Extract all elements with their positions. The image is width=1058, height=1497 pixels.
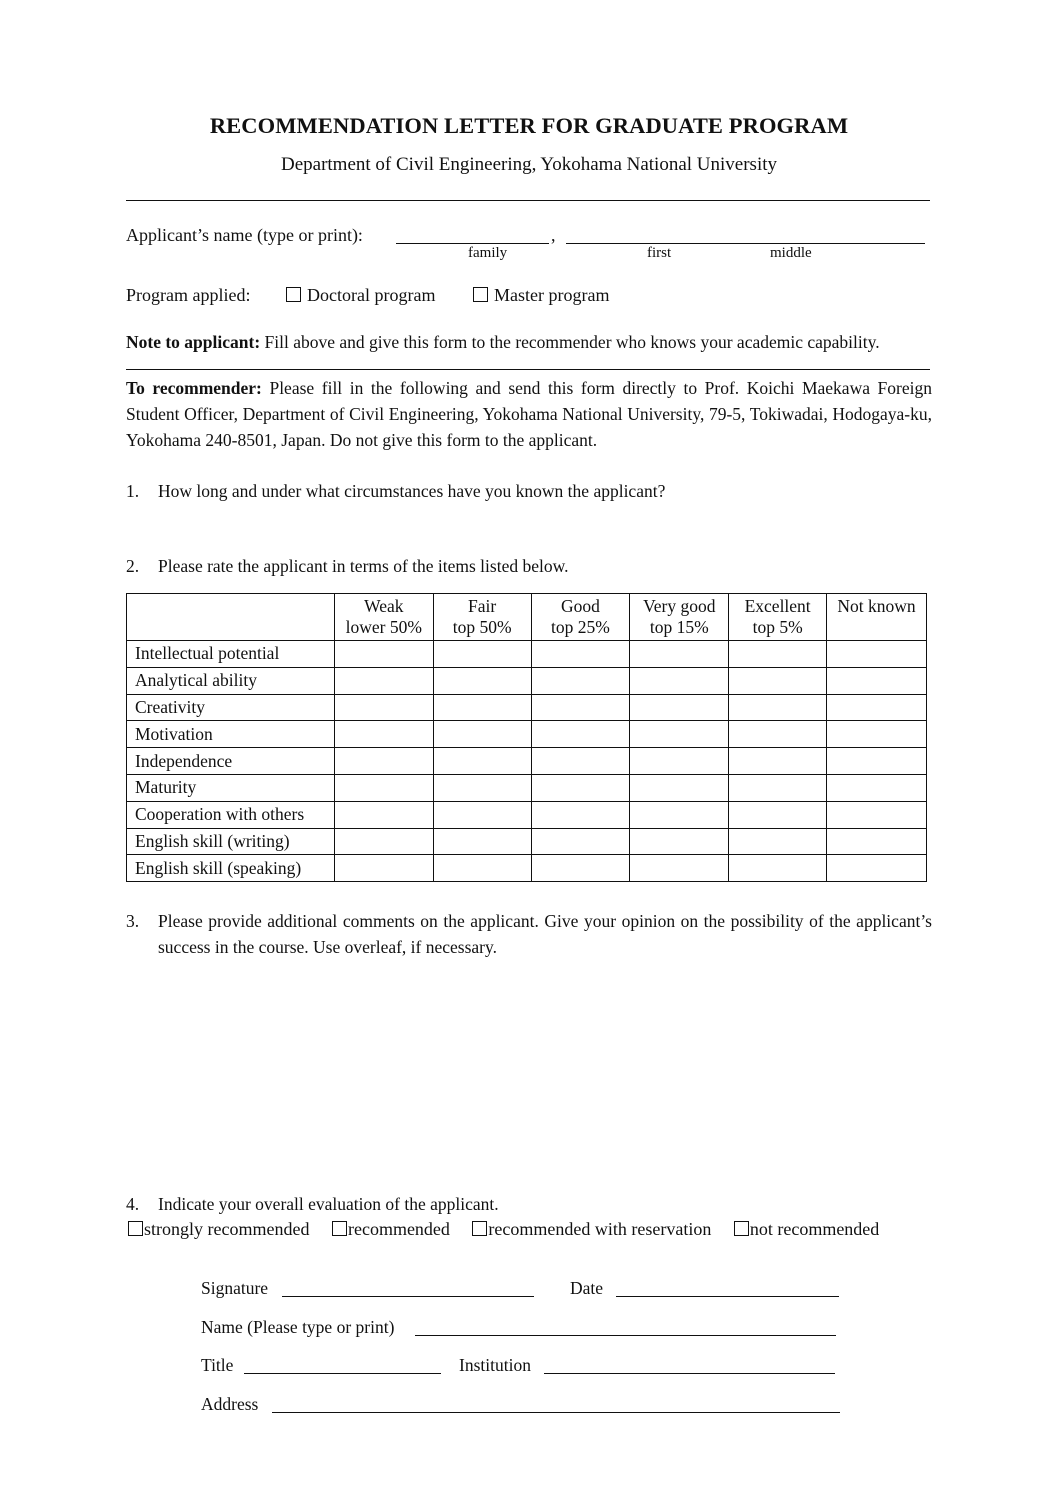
rating-cell[interactable] (630, 774, 729, 801)
not-recommended-label: not recommended (749, 1219, 880, 1239)
first-middle-name-field[interactable] (566, 243, 925, 244)
rating-cell[interactable] (630, 855, 729, 882)
program-applied-label: Program applied: (126, 285, 251, 305)
rating-rows (127, 641, 927, 882)
rating-cell[interactable] (334, 667, 433, 694)
question-1 (126, 481, 665, 502)
rating-cell[interactable] (531, 855, 630, 882)
header-divider (126, 200, 930, 201)
table-row (127, 774, 927, 801)
rating-cell[interactable] (827, 641, 927, 668)
rating-cell[interactable] (630, 748, 729, 775)
row-label: Intellectual potential (127, 641, 335, 668)
name-label: Name (Please type or print) (201, 1317, 395, 1337)
rating-cell[interactable] (334, 855, 433, 882)
rating-cell[interactable] (827, 801, 927, 828)
rating-cell[interactable] (531, 641, 630, 668)
strongly-recommended-checkbox[interactable] (128, 1221, 143, 1236)
recommended-with-reservation-checkbox[interactable] (472, 1221, 487, 1236)
address-field[interactable] (272, 1412, 840, 1413)
doctoral-program-option[interactable] (286, 285, 435, 306)
rating-cell[interactable] (630, 667, 729, 694)
column-header-line2: top 25% (551, 617, 610, 637)
table-row (127, 694, 927, 721)
rating-cell[interactable] (729, 641, 827, 668)
column-header-line1: Fair (468, 596, 497, 616)
note-to-applicant (126, 332, 880, 353)
rating-cell[interactable] (729, 748, 827, 775)
question-3 (126, 908, 932, 960)
table-row (127, 721, 927, 748)
column-header (827, 594, 927, 641)
table-row (127, 667, 927, 694)
question-3-text: Please provide additional comments on the applicant. Give your opinion on the possibility of the applicant’s success in the course. Use overleaf, if necessary. (158, 911, 932, 957)
rating-cell[interactable] (531, 748, 630, 775)
middle-caption: middle (770, 245, 812, 261)
rating-cell[interactable] (531, 721, 630, 748)
signature-field[interactable] (282, 1296, 534, 1297)
strongly-recommended-option[interactable] (128, 1219, 309, 1239)
rating-cell[interactable] (531, 828, 630, 855)
rating-cell[interactable] (531, 667, 630, 694)
recommended-option[interactable] (332, 1219, 450, 1239)
column-header-line1: Not known (837, 596, 916, 616)
rating-cell[interactable] (531, 774, 630, 801)
rating-cell[interactable] (433, 855, 531, 882)
rating-table (126, 593, 927, 882)
family-caption: family (468, 245, 508, 261)
rating-cell[interactable] (433, 667, 531, 694)
rating-header-row (127, 594, 927, 641)
rating-cell[interactable] (729, 721, 827, 748)
column-header (334, 594, 433, 641)
doctoral-checkbox[interactable] (286, 287, 301, 302)
rating-cell[interactable] (729, 667, 827, 694)
note-text: Fill above and give this form to the recommender who knows your academic capability. (260, 332, 880, 352)
column-header (630, 594, 729, 641)
rating-cell[interactable] (827, 748, 927, 775)
rating-cell[interactable] (827, 774, 927, 801)
rating-cell[interactable] (827, 667, 927, 694)
evaluation-options (128, 1219, 879, 1240)
table-row (127, 801, 927, 828)
question-2 (126, 556, 568, 577)
rating-cell[interactable] (630, 828, 729, 855)
rating-cell[interactable] (334, 801, 433, 828)
column-header (729, 594, 827, 641)
date-label: Date (570, 1278, 604, 1298)
title-field[interactable] (244, 1373, 441, 1374)
recommended-checkbox[interactable] (332, 1221, 347, 1236)
master-program-option[interactable] (473, 285, 609, 306)
rating-cell[interactable] (630, 641, 729, 668)
strongly-recommended-label: strongly recommended (144, 1219, 310, 1239)
row-label: Motivation (127, 721, 335, 748)
recommended-label: recommended (347, 1219, 450, 1239)
rating-cell[interactable] (334, 774, 433, 801)
rating-cell[interactable] (531, 801, 630, 828)
not-recommended-option[interactable] (734, 1219, 879, 1239)
row-label: Maturity (127, 774, 335, 801)
institution-label: Institution (459, 1355, 531, 1375)
master-label: Master program (494, 285, 610, 305)
rating-cell[interactable] (729, 774, 827, 801)
rating-cell[interactable] (531, 694, 630, 721)
rating-cell[interactable] (827, 828, 927, 855)
first-caption: first (647, 245, 672, 261)
column-header-line1: Very good (643, 596, 716, 616)
rating-cell[interactable] (433, 774, 531, 801)
table-row (127, 828, 927, 855)
rating-cell[interactable] (630, 721, 729, 748)
rating-cell[interactable] (630, 694, 729, 721)
rating-cell[interactable] (433, 641, 531, 668)
rating-cell[interactable] (827, 855, 927, 882)
question-4 (126, 1194, 499, 1215)
column-header-line2: lower 50% (345, 617, 422, 637)
rating-cell[interactable] (433, 721, 531, 748)
row-label: Creativity (127, 694, 335, 721)
name-field[interactable] (415, 1335, 836, 1336)
rating-cell[interactable] (433, 694, 531, 721)
signature-label: Signature (201, 1278, 269, 1298)
column-header-line1: Excellent (744, 596, 811, 616)
table-row (127, 641, 927, 668)
column-header-line2: top 15% (649, 617, 709, 637)
rating-cell[interactable] (334, 828, 433, 855)
rating-cell[interactable] (630, 801, 729, 828)
recommender-text: Please fill in the following and send this form directly to Prof. Koichi Maekawa Foreign Student Officer, Department of Civil Engineering, Yokohama National University, 79-5, Tokiwadai, Hodogaya-ku, Yokohama 240-8501, Japan. Do not give this form to the applicant. (126, 378, 932, 450)
rating-cell[interactable] (334, 721, 433, 748)
question-2-text: Please rate the applicant in terms of the items listed below. (158, 556, 569, 576)
question-1-number: 1. (126, 481, 140, 501)
rating-cell[interactable] (433, 748, 531, 775)
rating-header-blank (127, 594, 335, 641)
form-subtitle: Department of Civil Engineering, Yokohama National University (280, 154, 778, 175)
address-label: Address (201, 1394, 259, 1414)
row-label: English skill (speaking) (127, 855, 335, 882)
question-1-text: How long and under what circumstances have you known the applicant? (158, 481, 666, 501)
institution-field[interactable] (544, 1373, 835, 1374)
column-header-line2: top 5% (752, 617, 803, 637)
doctoral-label: Doctoral program (307, 285, 436, 305)
table-row (127, 855, 927, 882)
applicant-name-label: Applicant’s name (type or print): (126, 225, 363, 245)
column-header (531, 594, 630, 641)
question-3-number: 3. (126, 911, 140, 931)
rating-cell[interactable] (729, 694, 827, 721)
title-label: Title (201, 1355, 234, 1375)
comments-area[interactable] (158, 965, 928, 1180)
form-title: RECOMMENDATION LETTER FOR GRADUATE PROGRAM (209, 113, 849, 138)
family-name-field[interactable] (396, 243, 549, 244)
name-separator: , (551, 225, 556, 245)
note-heading: Note to applicant: (126, 332, 261, 352)
row-label: Independence (127, 748, 335, 775)
rating-cell[interactable] (729, 801, 827, 828)
rating-cell[interactable] (334, 748, 433, 775)
master-checkbox[interactable] (473, 287, 488, 302)
rating-cell[interactable] (729, 828, 827, 855)
rating-cell[interactable] (729, 855, 827, 882)
table-row (127, 748, 927, 775)
row-label: Cooperation with others (127, 801, 335, 828)
question-4-number: 4. (126, 1194, 140, 1214)
rating-cell[interactable] (433, 828, 531, 855)
question-4-text: Indicate your overall evaluation of the applicant. (158, 1194, 499, 1214)
rating-cell[interactable] (827, 721, 927, 748)
date-field[interactable] (616, 1296, 839, 1297)
column-header-line1: Weak (364, 596, 404, 616)
not-recommended-checkbox[interactable] (734, 1221, 749, 1236)
rating-cell[interactable] (433, 801, 531, 828)
recommender-heading: To recommender: (126, 378, 262, 398)
question-2-number: 2. (126, 556, 140, 576)
row-label: English skill (writing) (127, 828, 335, 855)
row-label: Analytical ability (127, 667, 335, 694)
rating-cell[interactable] (334, 641, 433, 668)
recommended-with-reservation-label: recommended with reservation (488, 1219, 712, 1239)
recommended-with-reservation-option[interactable] (472, 1219, 711, 1239)
column-header (433, 594, 531, 641)
column-header-line1: Good (561, 596, 600, 616)
recommender-instructions (126, 375, 932, 453)
rating-cell[interactable] (334, 694, 433, 721)
column-header-line2: top 50% (452, 617, 512, 637)
rating-cell[interactable] (827, 694, 927, 721)
section-divider (126, 369, 930, 370)
